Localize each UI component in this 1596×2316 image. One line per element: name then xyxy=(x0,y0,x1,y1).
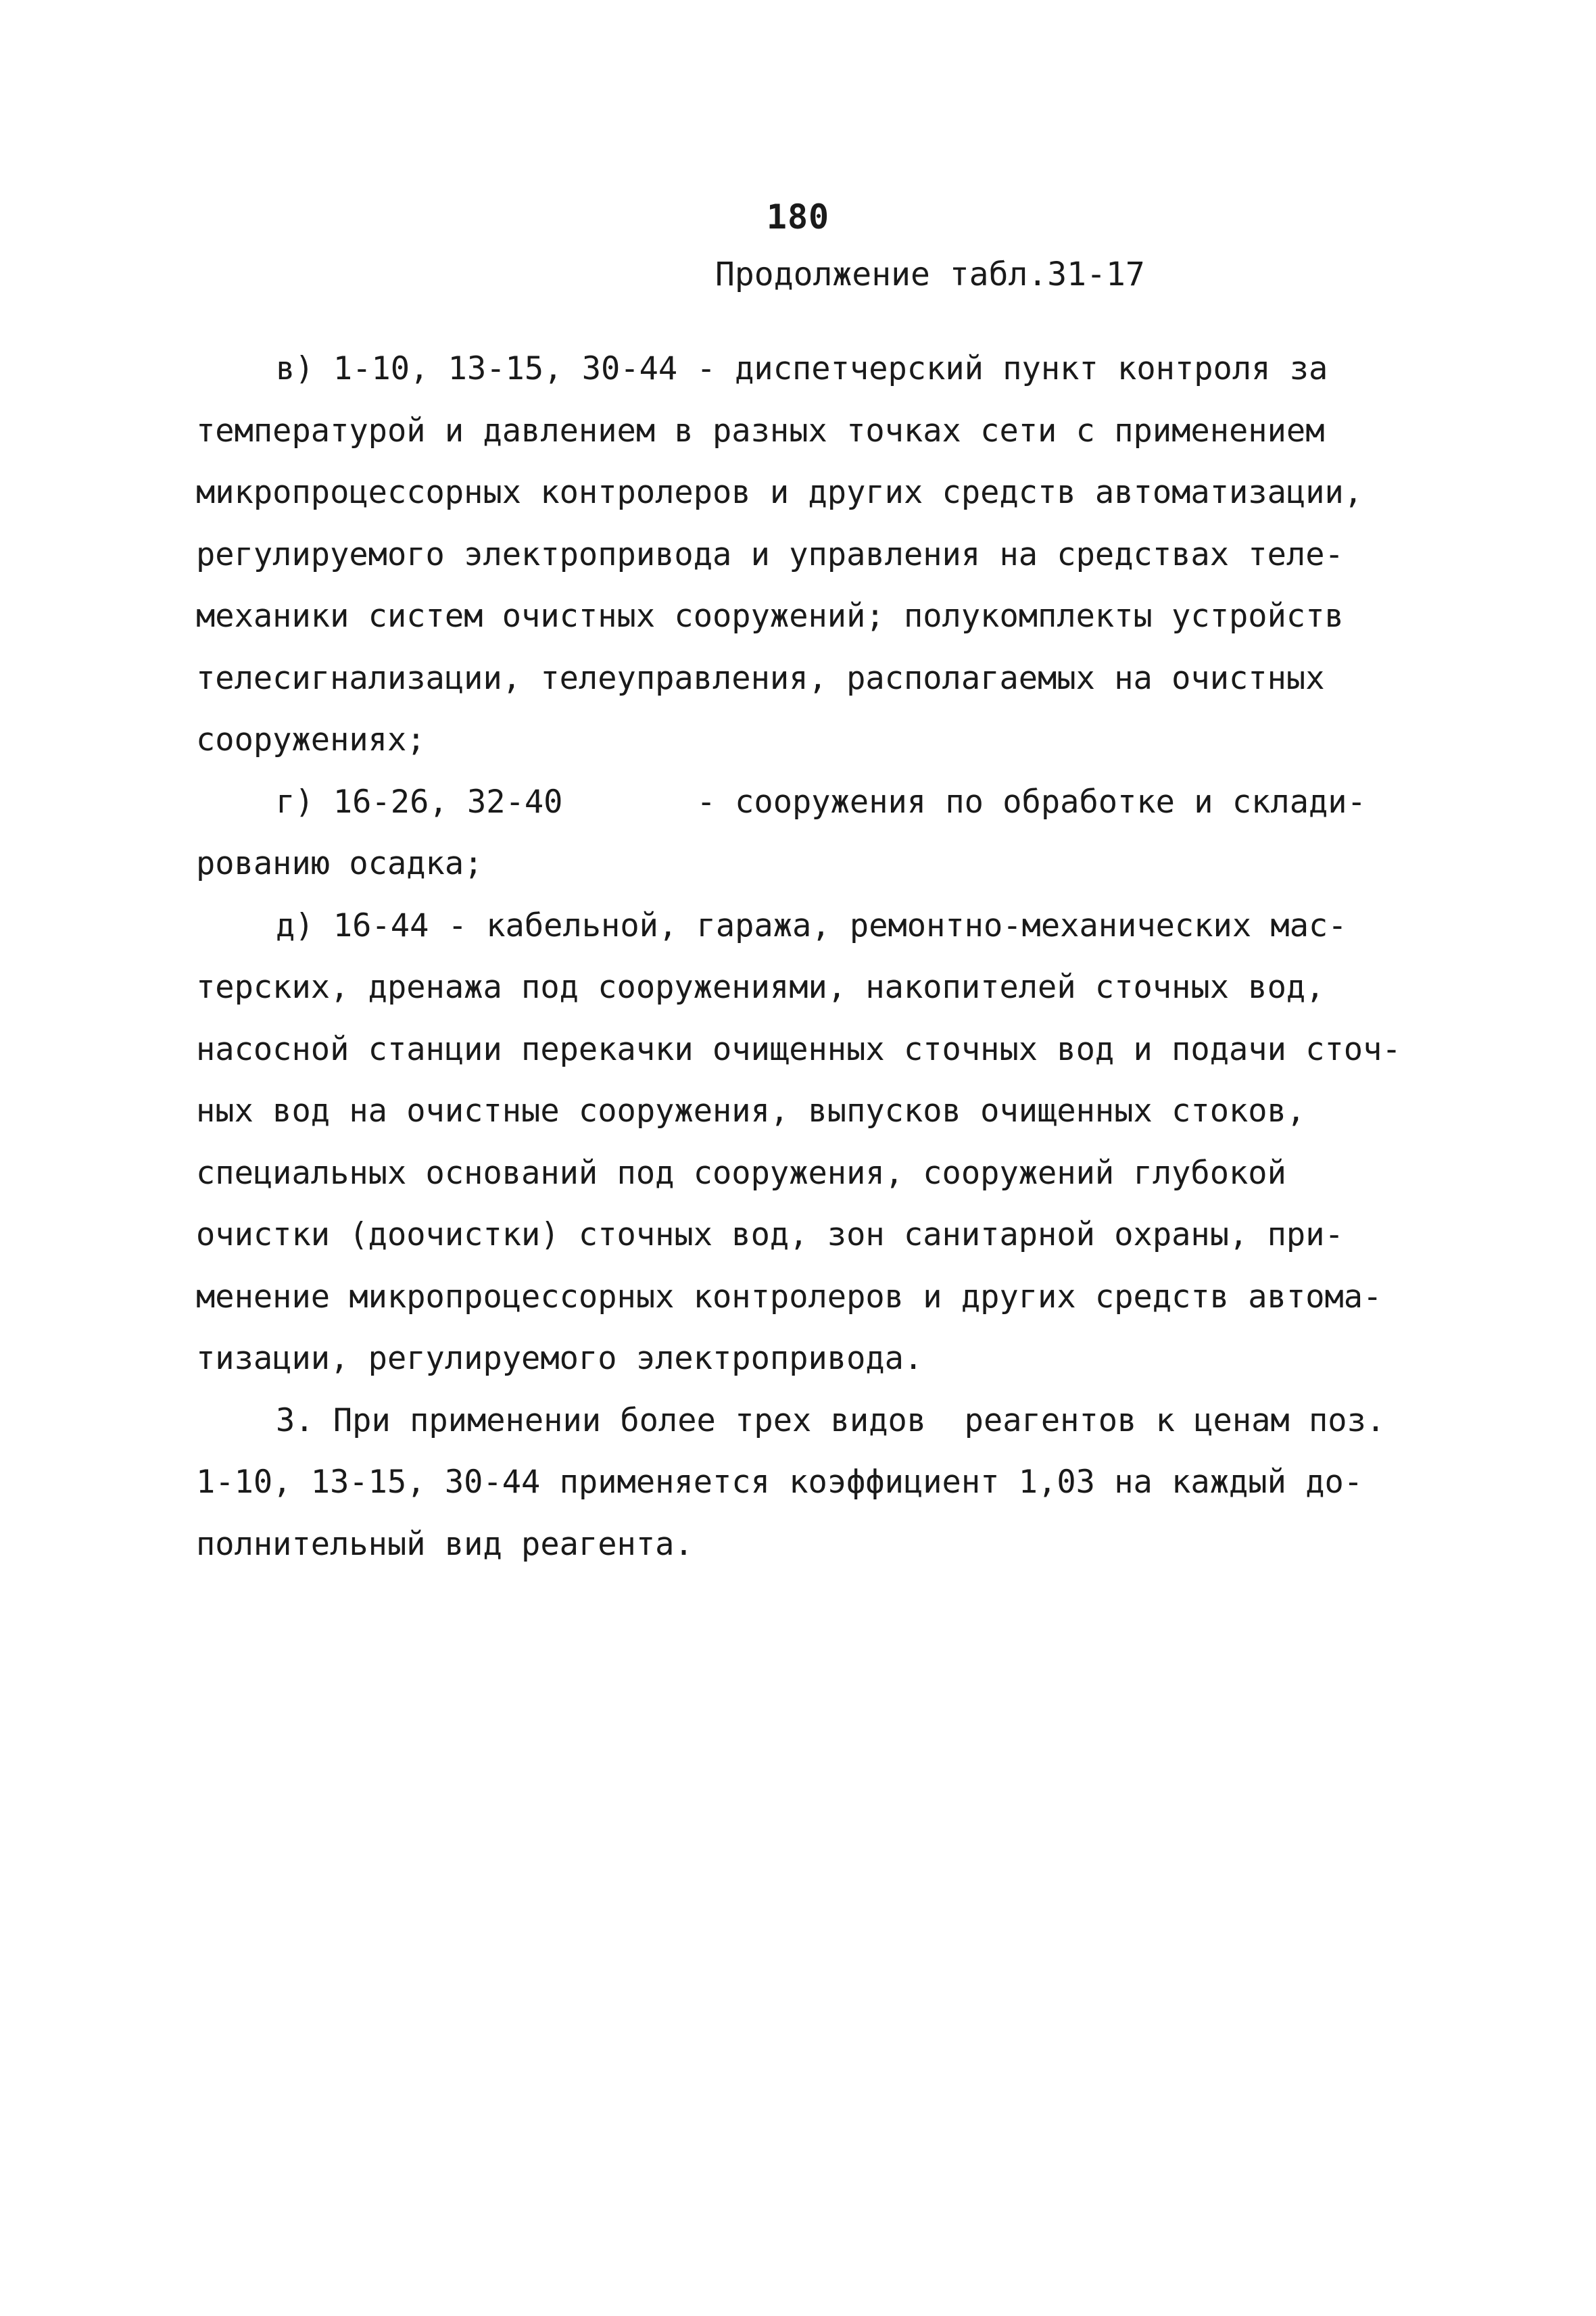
paragraph-d-line: ных вод на очистные сооружения, выпусков очищенных стоков, xyxy=(196,1092,1306,1130)
paragraph-v-line: телесигнализации, телеуправления, располагаемых на очистных xyxy=(196,659,1325,697)
table-continuation-caption: Продолжение табл.31-17 xyxy=(715,256,1145,293)
paragraph-d-line: тизации, регулируемого электропривода. xyxy=(196,1340,923,1377)
paragraph-v-line: сооружениях; xyxy=(196,721,426,758)
paragraph-g-line: г) 16-26, 32-40 - сооружения по обработке и склади- xyxy=(276,783,1366,821)
paragraph-d-line: специальных оснований под сооружения, сооружений глубокой xyxy=(196,1154,1286,1192)
paragraph-d-line: д) 16-44 - кабельной, гаража, ремонтно-механических мас- xyxy=(276,907,1347,944)
body-text xyxy=(196,338,1420,1575)
page-number: 180 xyxy=(766,197,830,237)
paragraph-v-line: температурой и давлением в разных точках сети с применением xyxy=(196,412,1325,450)
paragraph-d-line: очистки (доочистки) сточных вод, зон санитарной охраны, при- xyxy=(196,1216,1344,1253)
paragraph-3-line: 3. При применении более трех видов реагентов к ценам поз. xyxy=(276,1401,1386,1439)
paragraph-d-line: менение микропроцессорных контролеров и других средств автома- xyxy=(196,1278,1382,1316)
paragraph-v-line: механики систем очистных сооружений; полукомплекты устройств xyxy=(196,598,1344,635)
paragraph-v-line: регулируемого электропривода и управления на средствах теле- xyxy=(196,535,1344,573)
paragraph-3-line: полнительный вид реагента. xyxy=(196,1525,694,1563)
paragraph-d-line: насосной станции перекачки очищенных сточных вод и подачи сточ- xyxy=(196,1030,1401,1068)
paragraph-d-line: терских, дренажа под сооружениями, накопителей сточных вод, xyxy=(196,969,1325,1006)
paragraph-v-line: в) 1-10, 13-15, 30-44 - диспетчерский пункт контроля за xyxy=(276,350,1328,387)
paragraph-v-line: микропроцессорных контролеров и других средств автоматизации, xyxy=(196,474,1363,511)
paragraph-3-line: 1-10, 13-15, 30-44 применяется коэффициент 1,03 на каждый до- xyxy=(196,1464,1363,1501)
paragraph-g-line: рованию осадка; xyxy=(196,845,483,882)
